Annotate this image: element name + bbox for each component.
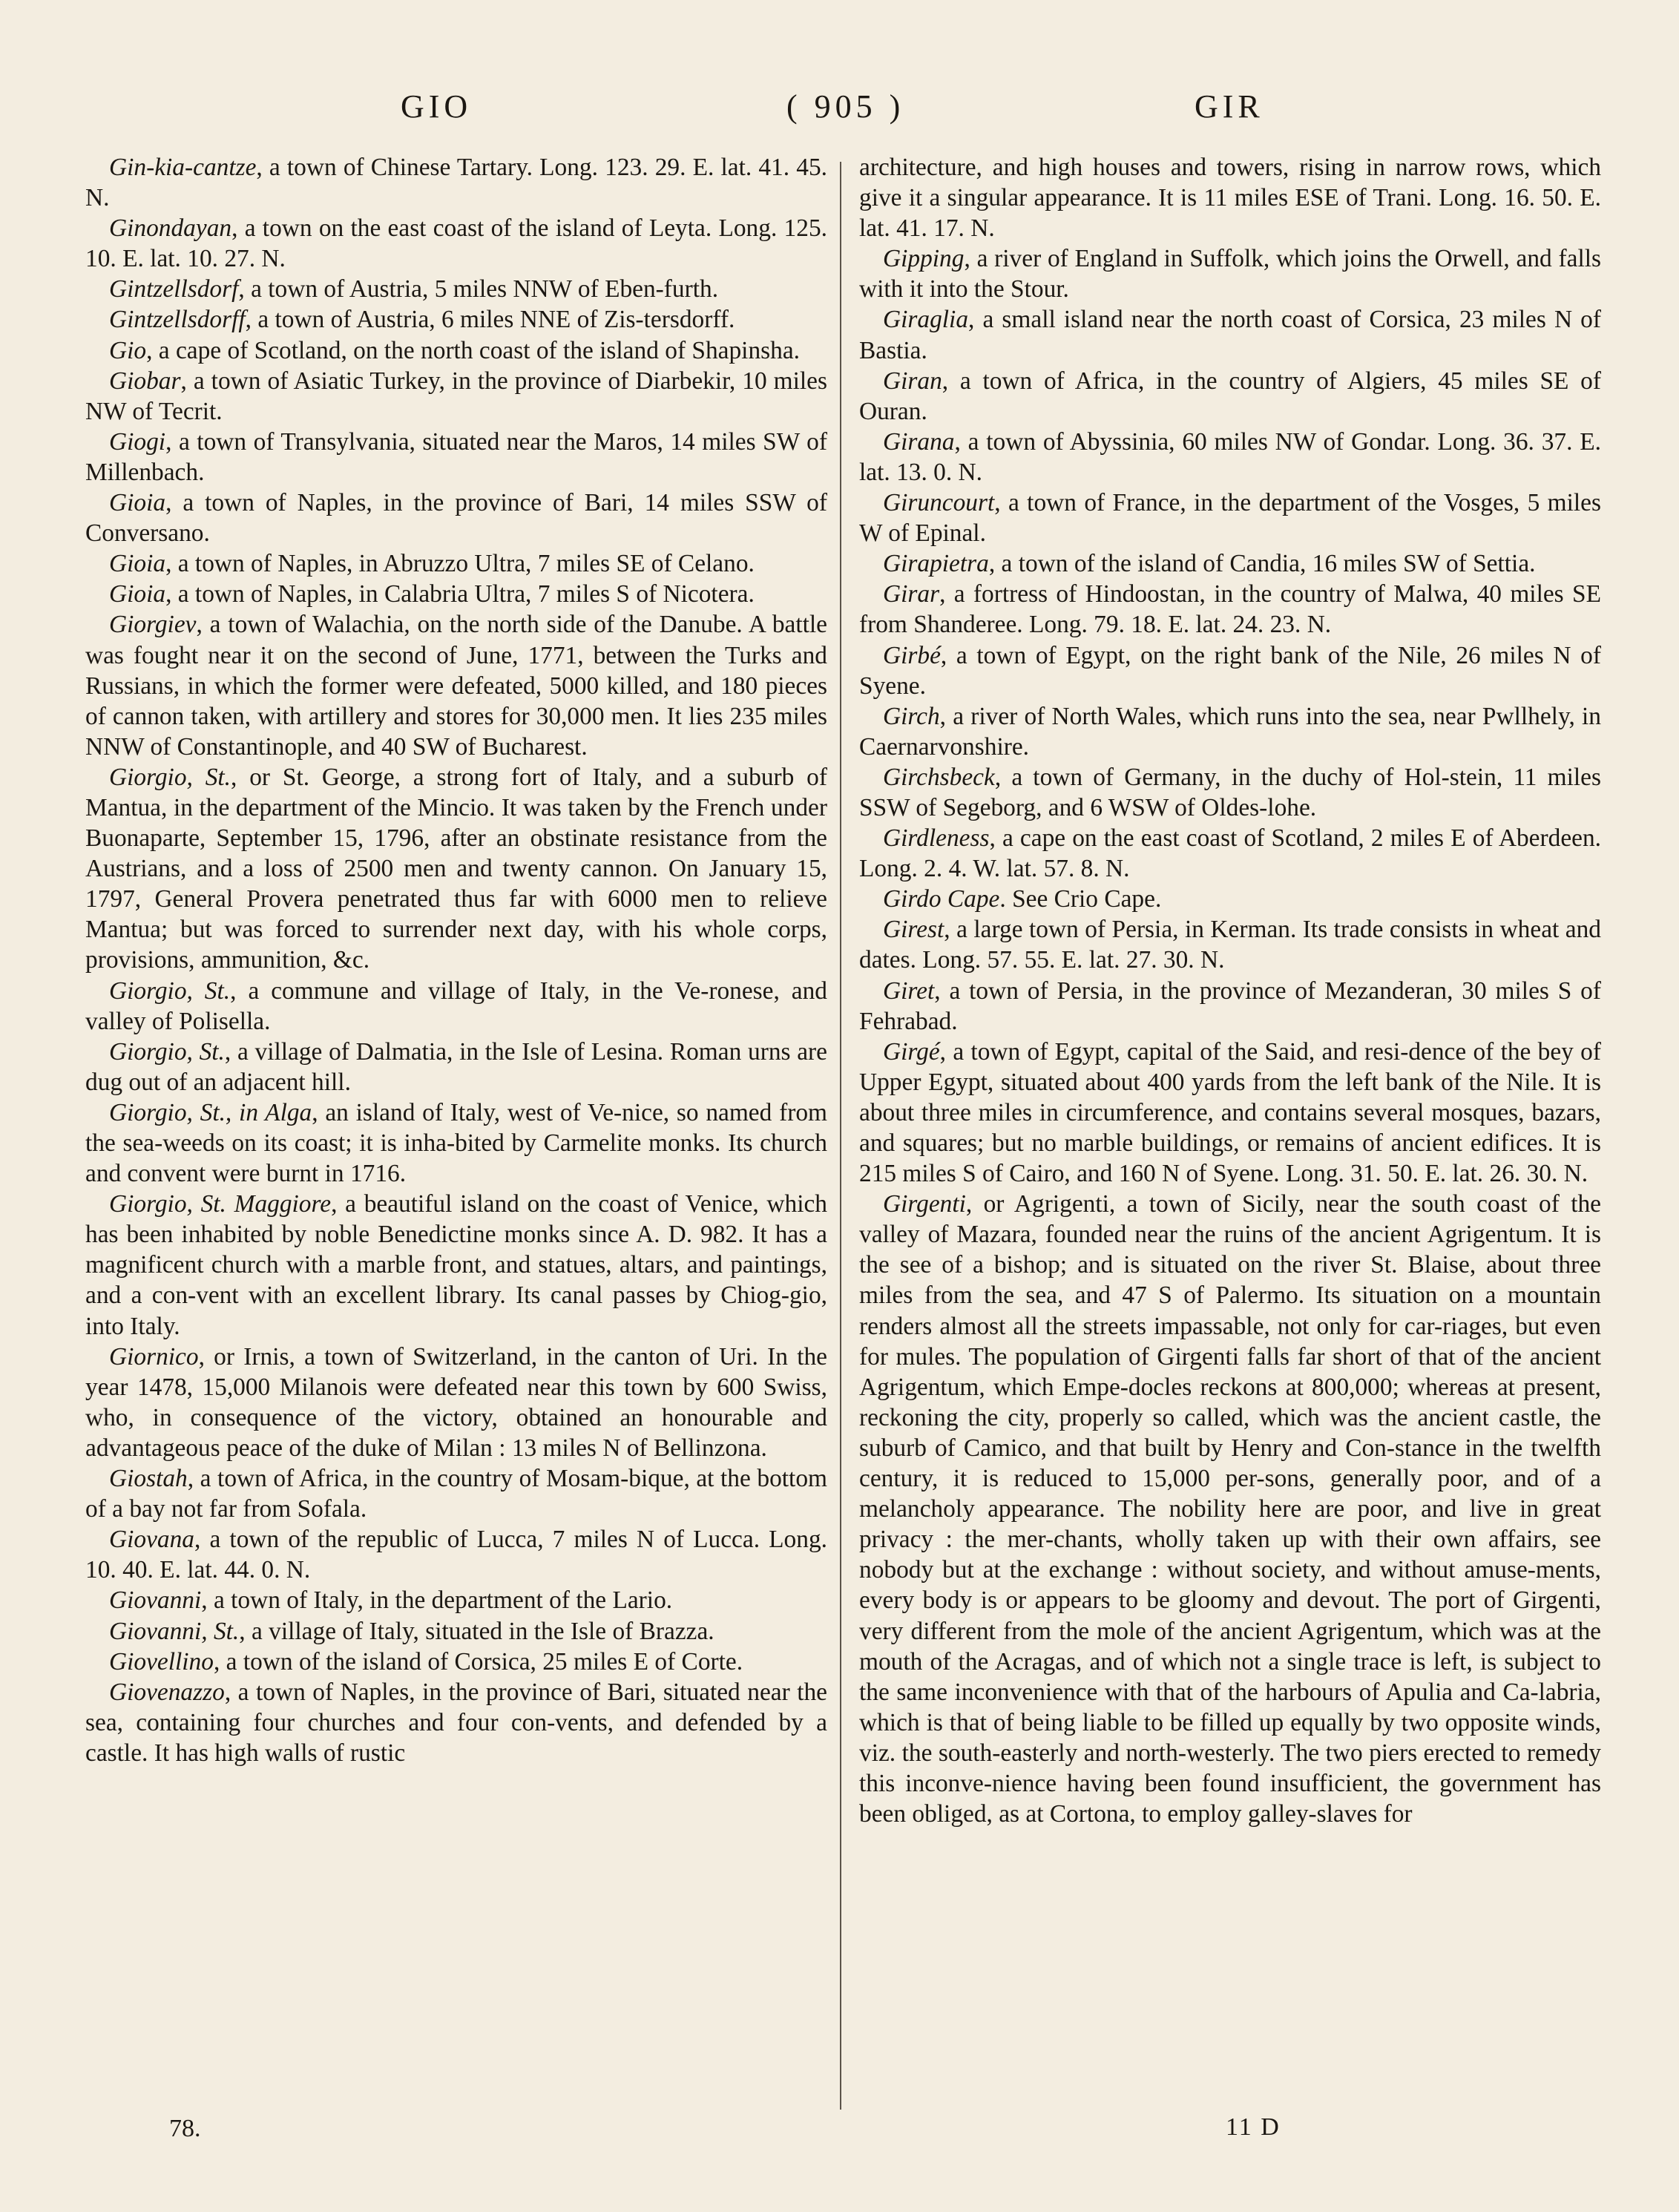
entry-headword: Giorgio, St. (109, 977, 231, 1005)
entry-text: , a town of France, in the department of the Vosges, 5 miles W of Epinal. (859, 489, 1601, 548)
entry-text: , a river of England in Suffolk, which joins the Orwell, and falls with it into the Stour. (859, 245, 1601, 303)
entry-text: , or St. George, a strong fort of Italy, and a suburb of Mantua, in the department of the Mincio. It was taken by the French under Buonaparte, September 15, 1796, after an obstinate resistance from the Austrians, and a loss of 2500 men and twenty cannon. On January 15, 1797, General Provera penetrated thus far with 6000 men to relieve Mantua; but was forced to surrender next day, with his whole corps, provisions, ammunition, &c. (85, 763, 827, 974)
entry-headword: Gintzellsdorf (109, 275, 239, 303)
gazetteer-entry (85, 1342, 827, 1463)
entry-text: , a town of Naples, in the province of Bari, 14 miles SSW of Conversano. (85, 489, 827, 548)
gazetteer-entry (85, 1616, 827, 1647)
entry-headword: Giruncourt (883, 489, 995, 517)
entry-headword: Girana (883, 427, 955, 456)
entry-headword: Giorgio, St., in Alga (109, 1098, 312, 1126)
entry-text: , a small island near the north coast of Corsica, 23 miles N of Bastia. (859, 306, 1601, 364)
entry-text: architecture, and high houses and towers, rising in narrow rows, which give it a singular appearance. It is 11 miles ESE of Trani. Long. 16. 50. E. lat. 41. 17. N. (859, 154, 1601, 243)
gazetteer-entry (85, 488, 827, 548)
entry-text: , a town of Germany, in the duchy of Hol-stein, 11 miles SSW of Segeborg, and 6 WSW of Oldes-lohe. (859, 763, 1601, 821)
entry-headword: Giovenazzo (109, 1678, 225, 1706)
gazetteer-entry (85, 213, 827, 274)
column-divider (840, 162, 841, 2110)
gazetteer-entry (859, 914, 1601, 975)
gazetteer-entry (85, 976, 827, 1037)
gazetteer-entry (859, 548, 1601, 579)
gazetteer-entry (85, 1189, 827, 1341)
entry-headword: Giostah (109, 1465, 188, 1493)
entry-headword: Giornico (109, 1342, 199, 1371)
right-column (859, 152, 1601, 1829)
gazetteer-entry (859, 152, 1601, 243)
entry-headword: Girdleness (883, 824, 990, 853)
entry-text: , a commune and village of Italy, in the Ve-ronese, and valley of Polisella. (85, 977, 827, 1035)
entry-headword: Giorgio, St. (109, 1037, 225, 1066)
entry-headword: Gin-kia-cantze (109, 154, 257, 181)
gazetteer-entry (85, 1677, 827, 1768)
gazetteer-entry (85, 548, 827, 579)
entry-headword: Gio (109, 336, 147, 364)
gazetteer-entry (859, 1189, 1601, 1829)
entry-headword: Girgé (883, 1037, 940, 1066)
entry-headword: Gioia (109, 580, 166, 608)
gazetteer-entry (85, 274, 827, 304)
entry-text: , a town of Africa, in the country of Mosam-bique, at the bottom of a bay not far from Sofala. (85, 1465, 827, 1523)
gazetteer-entry (859, 427, 1601, 488)
entry-text: , a town of Italy, in the department of the Lario. (201, 1586, 673, 1615)
gazetteer-entry (859, 1037, 1601, 1189)
entry-text: , a town of the island of Corsica, 25 miles E of Corte. (213, 1647, 743, 1676)
gazetteer-entry (85, 1037, 827, 1097)
entry-headword: Girgenti (883, 1190, 966, 1218)
header-left-guide: GIO (401, 88, 473, 125)
gazetteer-entry (85, 366, 827, 427)
entry-text: , a town of Asiatic Turkey, in the province of Diarbekir, 10 miles NW of Tecrit. (85, 367, 827, 425)
entry-headword: Giovana (109, 1526, 194, 1554)
entry-text: , a town on the east coast of the island of Leyta. Long. 125. 10. E. lat. 10. 27. N. (85, 214, 827, 273)
gazetteer-entry (859, 488, 1601, 548)
entry-text: , a village of Dalmatia, in the Isle of Lesina. Roman urns are dug out of an adjacent hill. (85, 1037, 827, 1096)
entry-text: , a town of Naples, in Calabria Ultra, 7 miles S of Nicotera. (165, 580, 755, 608)
gazetteer-entry (85, 152, 827, 213)
entry-headword: Giovellino (109, 1647, 214, 1676)
entry-text: , a town of the republic of Lucca, 7 miles N of Lucca. Long. 10. 40. E. lat. 44. 0. N. (85, 1526, 827, 1584)
gazetteer-entry (85, 1463, 827, 1524)
entry-headword: Giogi (109, 427, 166, 456)
gazetteer-entry (859, 884, 1601, 914)
gazetteer-entry (85, 335, 827, 366)
gazetteer-entry (859, 243, 1601, 304)
entry-headword: Ginondayan (109, 214, 232, 243)
entry-text: , a town of Austria, 6 miles NNE of Zis-tersdorff. (245, 306, 735, 334)
entry-text: , a town of Walachia, on the north side of the Danube. A battle was fought near it on the second of June, 1771, between the Turks and Russians, in which the former were defeated, 5000 killed, and 180 pieces of cannon taken, with artillery and stores for 30,000 men. It lies 235 miles NNW of Constantinople, and 40 SW of Bucharest. (85, 611, 827, 761)
entry-text: , a town of the island of Candia, 16 miles SW of Settia. (988, 550, 1536, 578)
entry-headword: Girbé (883, 641, 941, 669)
entry-headword: Giran (883, 367, 942, 395)
entry-headword: Girar (883, 580, 940, 608)
entry-headword: Gioia (109, 489, 166, 517)
entry-headword: Girest (883, 916, 944, 944)
gazetteer-entry (85, 609, 827, 761)
entry-text: , a town of Persia, in the province of Mezanderan, 30 miles S of Fehrabad. (859, 977, 1601, 1035)
gazetteer-entry (859, 823, 1601, 884)
entry-headword: Giovanni, St. (109, 1617, 240, 1645)
entry-text: , a large town of Persia, in Kerman. Its trade consists in wheat and dates. Long. 57. 55. E. lat. 27. 30. N. (859, 916, 1601, 974)
entry-headword: Giorgio, St. (109, 763, 231, 791)
entry-headword: Girchsbeck (883, 763, 995, 791)
entry-headword: Gintzellsdorff (109, 306, 246, 334)
entry-text: , a town of Chinese Tartary. Long. 123. 29. E. lat. 41. 45. N. (85, 154, 827, 212)
entry-text: , a town of Abyssinia, 60 miles NW of Gondar. Long. 36. 37. E. lat. 13. 0. N. (859, 427, 1601, 486)
entry-text: , a town of Egypt, capital of the Said, and resi-dence of the bey of Upper Egypt, situated about 400 yards from the left bank of the Nile. It is about three miles in circumference, and contains several mosques, bazars, and squares; but no marble buildings, or remains of ancient edifices. It is 215 miles S of Cairo, and 160 N of Syene. Long. 31. 50. E. lat. 26. 30. N. (859, 1037, 1601, 1188)
entry-text: , a town of Egypt, on the right bank of the Nile, 26 miles N of Syene. (859, 641, 1601, 700)
entry-text: , or Agrigenti, a town of Sicily, near the south coast of the valley of Mazara, founded near the ruins of the ancient Agrigentum. It is the see of a bishop; and is situated on the river St. Blaise, about three miles from the sea, and 47 S of Palermo. Its situation on a mountain renders almost all the streets impassable, not only for car-riages, but even for mules. The population of Girgenti falls far short of that of the ancient Agrigentum, which Empe-docles reckons at 800,000; whereas at present, reckoning the city, properly so called, which was the ancient castle, the suburb of Camico, and that built by Henry and Con-stance in the twelfth century, it is reduced to 15,000 per-sons, generally poor, and of a melancholy appearance. The nobility here are poor, and live in great privacy : the mer-chants, wholly taken up with their own affairs, see nobody but at the exchange : without society, and without amuse-ments, every body is or appears to be gloomy and devout. The port of Girgenti, very different from the mole of the ancient Agrigentum, which was at the mouth of the Acragas, and of which not a single trace is left, is subject to the same inconvenience with that of the harbours of Apulia and Ca-labria, which is that of being liable to be filled up equally by two opposite winds, viz. the south-easterly and north-westerly. The two piers erected to remedy this inconve-nience having been found insufficient, the government has been obliged, as at Cortona, to employ galley-slaves for (859, 1190, 1601, 1828)
entry-text: , a cape of Scotland, on the north coast of the island of Shapinsha. (146, 336, 801, 364)
gazetteer-entry (85, 304, 827, 335)
gazetteer-entry (85, 427, 827, 488)
gazetteer-entry (859, 640, 1601, 701)
entry-headword: Giobar (109, 367, 181, 395)
entry-text: , a beautiful island on the coast of Venice, which has been inhabited by noble Benedictine monks since A. D. 982. It has a magnificent church with a marble front, and statues, altars, and paintings, and a con-vent with an excellent library. Its canal passes by Chiog-gio, into Italy. (85, 1190, 827, 1340)
header-right-guide: GIR (1195, 88, 1264, 125)
signature-mark-left: 78. (169, 2115, 201, 2142)
entry-text: , a town of Naples, in the province of Bari, situated near the sea, containing four churches and four con-vents, and defended by a castle. It has high walls of rustic (85, 1678, 827, 1767)
left-column (85, 152, 827, 1768)
entry-text: , a town of Transylvania, situated near the Maros, 14 miles SW of Millenbach. (85, 427, 827, 486)
gazetteer-entry (859, 579, 1601, 640)
gazetteer-entry (85, 1097, 827, 1189)
gazetteer-entry (859, 366, 1601, 427)
entry-headword: Girapietra (883, 550, 989, 578)
entry-text: , a town of Naples, in Abruzzo Ultra, 7 miles SE of Celano. (165, 550, 755, 578)
entry-headword: Girdo Cape (883, 885, 1000, 913)
entry-headword: Giorgiev (109, 611, 197, 639)
entry-headword: Giovanni (109, 1586, 202, 1615)
gazetteer-entry (859, 304, 1601, 365)
gazetteer-entry (859, 701, 1601, 762)
signature-mark-right: 11 D (1226, 2113, 1281, 2141)
entry-headword: Gipping (883, 245, 965, 273)
entry-text: , a town of Austria, 5 miles NNW of Eben-furth. (238, 275, 719, 303)
entry-text: , an island of Italy, west of Ve-nice, so named from the sea-weeds on its coast; it is inha-bited by Carmelite monks. Its church and convent were burnt in 1716. (85, 1098, 827, 1188)
entry-headword: Gioia (109, 550, 166, 578)
entry-text: . See Crio Cape. (999, 885, 1162, 913)
gazetteer-entry (859, 762, 1601, 823)
running-header (111, 88, 1568, 140)
entry-text: , a river of North Wales, which runs into the sea, near Pwllhely, in Caernarvonshire. (859, 702, 1601, 761)
gazetteer-entry (85, 762, 827, 976)
entry-text: , or Irnis, a town of Switzerland, in the canton of Uri. In the year 1478, 15,000 Milanois were defeated near this town by 600 Swiss, who, in consequence of the victory, obtained an honourable and advantageous peace of the duke of Milan : 13 miles N of Bellinzona. (85, 1342, 827, 1462)
entry-text: , a fortress of Hindoostan, in the country of Malwa, 40 miles SE from Shanderee. Long. 79. 18. E. lat. 24. 23. N. (859, 580, 1601, 639)
gazetteer-entry (859, 976, 1601, 1037)
entry-text: , a cape on the east coast of Scotland, 2 miles E of Aberdeen. Long. 2. 4. W. lat. 57. 8. N. (859, 824, 1601, 883)
entry-headword: Giraglia (883, 306, 969, 334)
entry-headword: Giorgio, St. Maggiore (109, 1190, 332, 1218)
gazetteer-entry (85, 1524, 827, 1585)
page-number: ( 905 ) (786, 88, 905, 125)
gazetteer-entry (85, 579, 827, 609)
entry-headword: Girch (883, 702, 940, 730)
entry-headword: Giret (883, 977, 935, 1005)
entry-text: , a town of Africa, in the country of Algiers, 45 miles SE of Ouran. (859, 367, 1601, 425)
gazetteer-entry (85, 1647, 827, 1677)
entry-text: , a village of Italy, situated in the Isle of Brazza. (239, 1617, 714, 1645)
gazetteer-entry (85, 1585, 827, 1615)
